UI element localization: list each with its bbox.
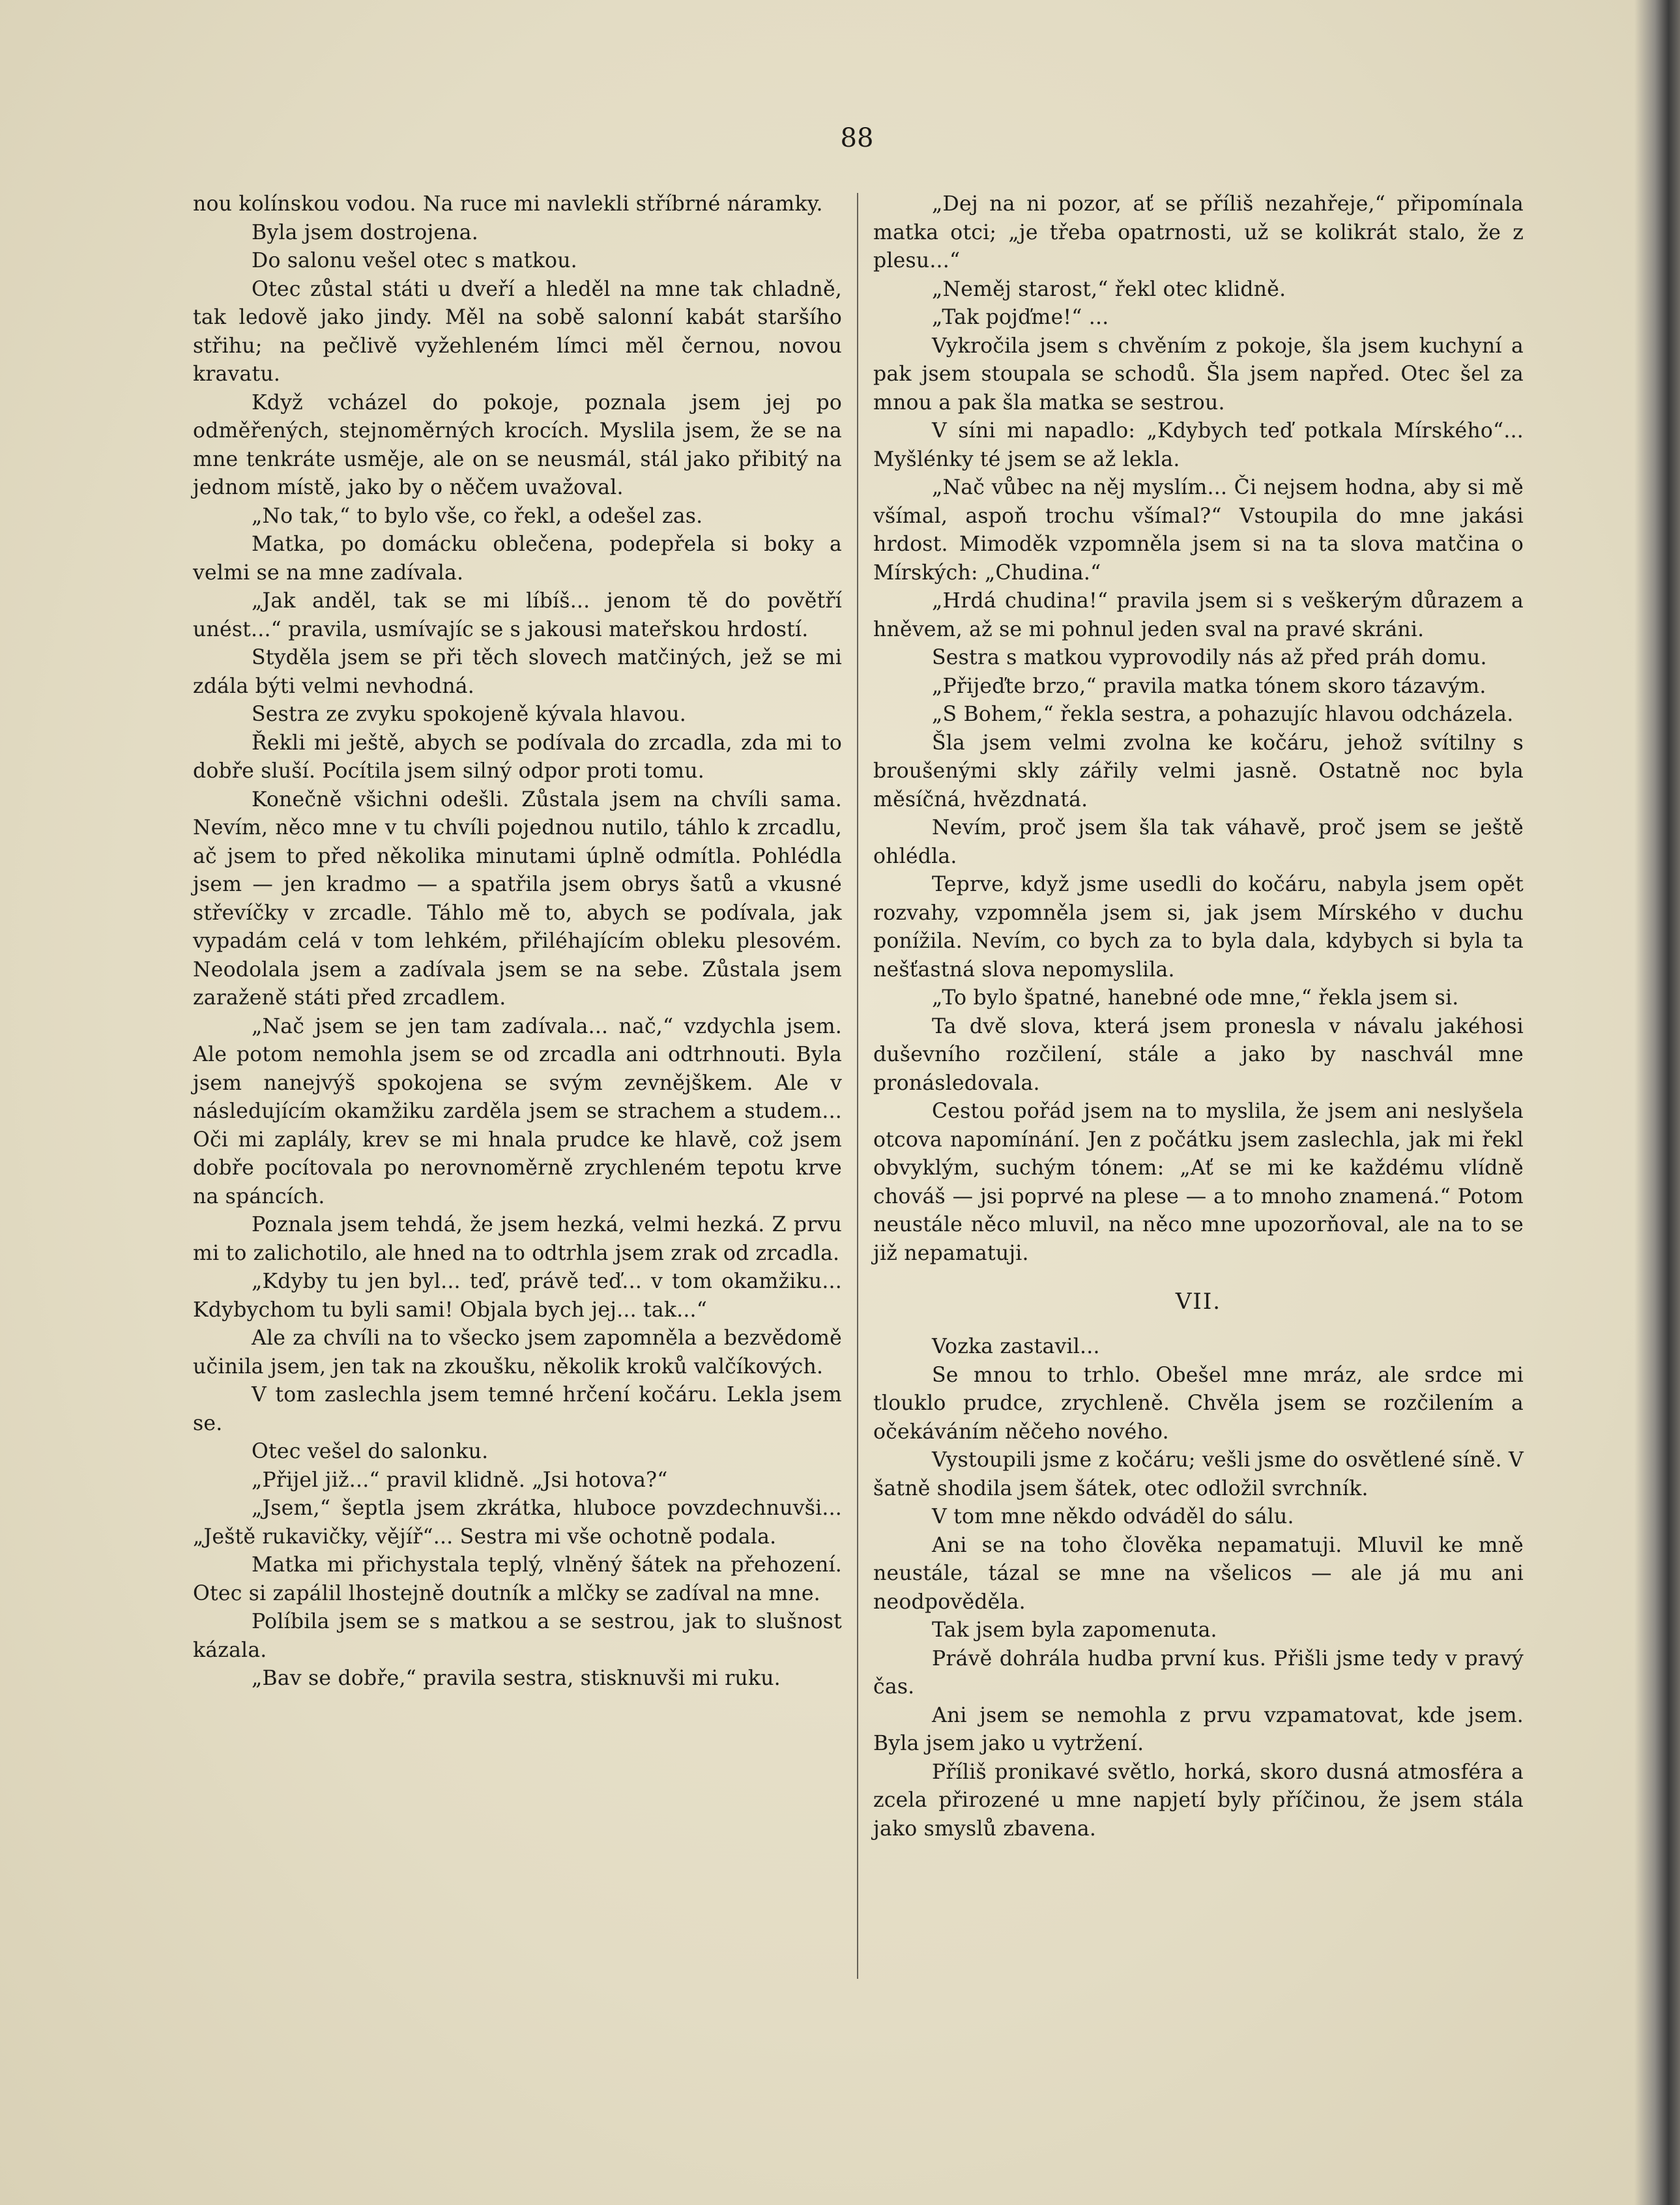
paragraph: „Jak anděl, tak se mi líbíš... jenom tě do povětří unést...“ pravila, usmívajíc se s jakousi mateřskou hrdostí. <box>193 589 842 641</box>
paragraph: „Jsem,“ šeptla jsem zkrátka, hluboce povzdechnuvši... „Ještě rukavičky, vějíř“... Sestra mi vše ochotně podala. <box>193 1497 842 1549</box>
page-number: 88 <box>840 123 874 153</box>
paragraph: V síni mi napadlo: „Kdybych teď potkala Mírského“... Myšlénky té jsem se až lekla. <box>873 419 1524 471</box>
paragraph: „Přijeďte brzo,“ pravila matka tónem skoro tázavým. <box>932 674 1486 698</box>
paragraph: Do salonu vešel otec s matkou. <box>252 249 577 272</box>
paragraph: Políbila jsem se s matkou a se sestrou, jak to slušnost kázala. <box>193 1610 842 1662</box>
paragraph: V tom mne někdo odváděl do sálu. <box>932 1505 1294 1528</box>
paragraph: „Kdyby tu jen byl... teď, právě teď... v tom okamžiku... Kdybychom tu byli sami! Objala bych jej... tak...“ <box>193 1270 842 1322</box>
paragraph: Když vcházel do pokoje, poznala jsem jej po odměřených, stejnoměrných krocích. Myslila jsem, že se na mne tenkráte usměje, ale on se neusmál, stál jako přibitý na jednom místě, jako by o něčem uvažoval. <box>193 390 842 499</box>
paragraph: Se mnou to trhlo. Obešel mne mráz, ale srdce mi tlouklo prudce, zrychleně. Chvěla jsem se rozčilením a očekáváním něčeho nového. <box>873 1363 1524 1444</box>
paragraph: Vykročila jsem s chvěním z pokoje, šla jsem kuchyní a pak jsem stoupala se schodů. Šla jsem napřed. Otec šel za mnou a pak šla matka se sestrou. <box>873 334 1524 415</box>
paragraph: „Přijel již...“ pravil klidně. „Jsi hotova?“ <box>252 1468 668 1492</box>
paragraph: Sestra ze zvyku spokojeně kývala hlavou. <box>252 703 686 726</box>
paragraph: „Nač vůbec na něj myslím... Či nejsem hodna, aby si mě všímal, aspoň trochu všímal?“ Vstoupila do mne jakási hrdost. Mimoděk vzpomněla jsem si na ta slova matčina o Mírských: „Chudina.“ <box>873 476 1524 585</box>
paragraph: Vystoupili jsme z kočáru; vešli jsme do osvětlené síně. V šatně shodila jsem šátek, otec odložil svrchník. <box>873 1448 1524 1500</box>
paragraph: „Neměj starost,“ řekl otec klidně. <box>932 277 1286 301</box>
paragraph: Byla jsem dostrojena. <box>252 220 478 244</box>
paragraph: Ta dvě slova, která jsem pronesla v návalu jakéhosi duševního rozčilení, stále a jako by naschvál mne pronásledovala. <box>873 1014 1524 1095</box>
paragraph: Poznala jsem tehdá, že jsem hezká, velmi hezká. Z prvu mi to zalichotilo, ale hned na to odtrhla jsem zrak od zrcadla. <box>193 1213 842 1265</box>
paragraph: Cestou pořád jsem na to myslila, že jsem ani neslyšela otcova napomínání. Jen z počátku jsem zaslechla, jak mi řekl obvyklým, suchým tónem: „Ať se mi ke každému vlídně chováš — jsi poprvé na plese — a to mnoho znamená.“ Potom neustále něco mluvil, na něco mne upozorňoval, ale na to se již nepamatuji. <box>873 1100 1524 1265</box>
paragraph: Otec vešel do salonku. <box>252 1440 489 1463</box>
right-text-column <box>873 190 1524 1843</box>
paragraph: Právě dohrála hudba první kus. Přišli jsme tedy v pravý čas. <box>873 1646 1524 1699</box>
paragraph: Otec zůstal státi u dveří a hleděl na mne tak chladně, tak ledově jako jindy. Měl na sobě salonní kabát staršího střihu; na pečlivě vyžehleném límci měl černou, novou kravatu. <box>193 277 842 386</box>
paragraph: Ani jsem se nemohla z prvu vzpamatovat, kde jsem. Byla jsem jako u vytržení. <box>873 1703 1524 1755</box>
paragraph: Konečně všichni odešli. Zůstala jsem na chvíli sama. Nevím, něco mne v tu chvíli pojednou nutilo, táhlo k zrcadlu, ač jsem to před několika minutami úplně odmítla. Pohlédla jsem — jen kradmo — a spatřila jsem obrys šatů a vkusné střevíčky v zrcadle. Táhlo mě to, abych se podívala, jak vypadám celá v tom lehkém, přiléhajícím obleku plesovém. Neodolala jsem a zadívala jsem se na sebe. Zůstala jsem zaraženě státi před zrcadlem. <box>193 787 842 1010</box>
paragraph: „Tak pojďme!“ ... <box>932 306 1109 329</box>
paragraph: „To bylo špatné, hanebné ode mne,“ řekla jsem si. <box>932 986 1459 1010</box>
paragraph: Styděla jsem se při těch slovech matčiných, jež se mi zdála býti velmi nevhodná. <box>193 646 842 698</box>
left-text-column <box>193 190 842 1693</box>
paragraph: „Nač jsem se jen tam zadívala... nač,“ vzdychla jsem. Ale potom nemohla jsem se od zrcadla ani odtrhnouti. Byla jsem nanejvýš spokojena se svým zevnějškem. Ale v následujícím okamžiku zarděla jsem se strachem a studem... Oči mi zaplály, krev se mi hnala prudce ke hlavě, což jsem dobře pocítovala po nerovnoměrně zrychleném tepotu krve na spáncích. <box>193 1014 842 1208</box>
paragraph: Vozka zastavil... <box>932 1335 1100 1358</box>
paragraph: „Bav se dobře,“ pravila sestra, stisknuvši mi ruku. <box>252 1667 781 1690</box>
paragraph: Teprve, když jsme usedli do kočáru, nabyla jsem opět rozvahy, vzpomněla jsem si, jak jsem Mírského v duchu ponížila. Nevím, co bych za to byla dala, kdybych si byla ta nešťastná slova nepomyslila. <box>873 873 1524 982</box>
paragraph: Šla jsem velmi zvolna ke kočáru, jehož svítilny s broušenými skly zářily velmi jasně. Ostatně noc byla měsíčná, hvězdnatá. <box>873 731 1524 811</box>
paragraph: Matka mi přichystala teplý, vlněný šátek na přehození. Otec si zapálil lhostejně doutník a mlčky se zadíval na mne. <box>193 1553 842 1605</box>
paragraph: „No tak,“ to bylo vše, co řekl, a odešel zas. <box>252 504 703 528</box>
column-divider <box>857 193 858 1979</box>
paragraph: Příliš pronikavé světlo, horká, skoro dusná atmosféra a zcela přirozené u mne napjetí byly příčinou, že jsem stála jako smyslů zbavena. <box>873 1760 1524 1841</box>
paragraph: Ani se na toho člověka nepamatuji. Mluvil ke mně neustále, tázal se mne na všelicos — ale já mu ani neodpověděla. <box>873 1533 1524 1614</box>
paragraph: V tom zaslechla jsem temné hrčení kočáru. Lekla jsem se. <box>193 1383 842 1435</box>
paragraph: nou kolínskou vodou. Na ruce mi navlekli stříbrné náramky. <box>193 192 823 216</box>
paragraph: „S Bohem,“ řekla sestra, a pohazujíc hlavou odcházela. <box>932 703 1514 726</box>
chapter-heading: VII. <box>1175 1289 1222 1315</box>
paragraph: Tak jsem byla zapomenuta. <box>932 1618 1217 1642</box>
paragraph: Ale za chvíli na to všecko jsem zapomněla a bezvědomě učinila jsem, jen tak na zkoušku, několik kroků valčíkových. <box>193 1326 842 1379</box>
paragraph: Matka, po domácku oblečena, podepřela si boky a velmi se na mne zadívala. <box>193 533 842 585</box>
paragraph: Nevím, proč jsem šla tak váhavě, proč jsem se ještě ohlédla. <box>873 816 1524 868</box>
paragraph: „Dej na ni pozor, ať se příliš nezahřeje,“ připomínala matka otci; „je třeba opatrnosti, už se kolikrát stalo, že z plesu...“ <box>873 192 1524 272</box>
book-binding-edge <box>1634 0 1680 2205</box>
paragraph: „Hrdá chudina!“ pravila jsem si s veškerým důrazem a hněvem, až se mi pohnul jeden sval na pravé skráni. <box>873 589 1524 641</box>
paragraph: Řekli mi ještě, abych se podívala do zrcadla, zda mi to dobře sluší. Pocítila jsem silný odpor proti tomu. <box>193 731 842 783</box>
paragraph: Sestra s matkou vyprovodily nás až před práh domu. <box>932 646 1487 669</box>
